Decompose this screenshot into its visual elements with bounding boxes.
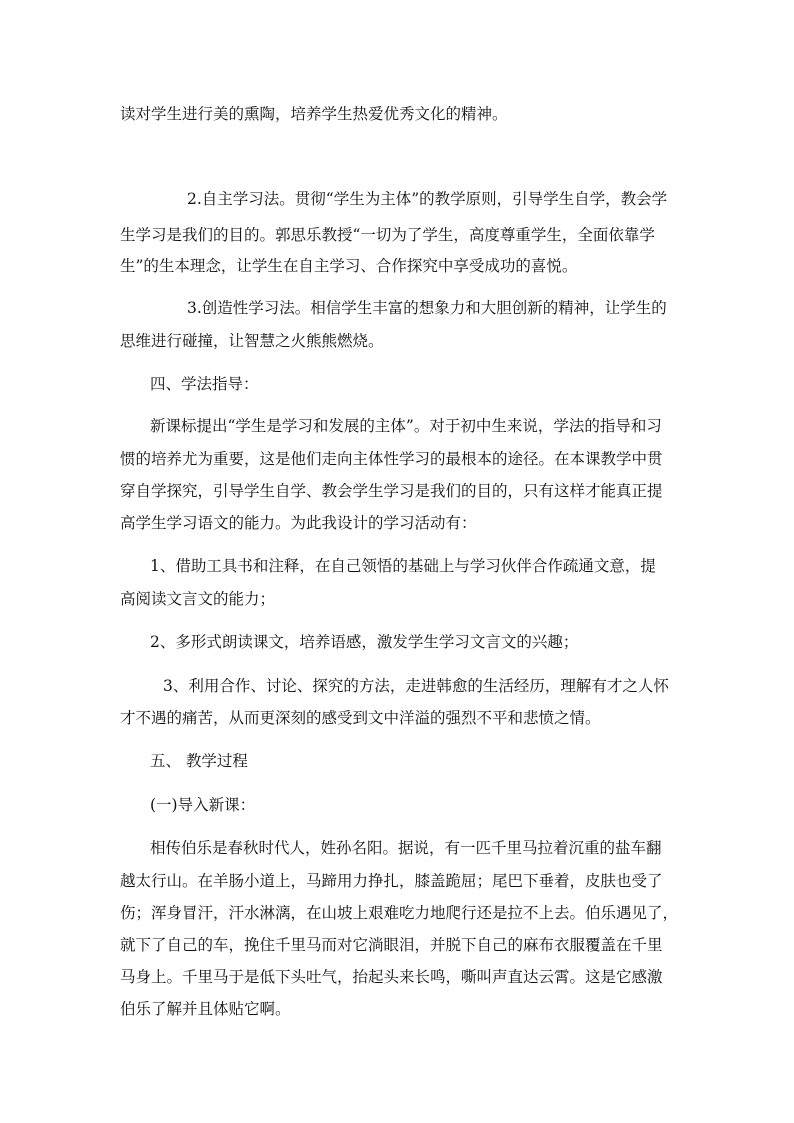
list-item-2: 2、多形式朗读课文，培养语感，激发学生学习文言文的兴趣； <box>150 633 579 651</box>
section-heading-4: 四、学法指导： <box>150 375 259 393</box>
list-item-1-line-2: 高阅读文言文的能力； <box>120 590 276 608</box>
list-item-3-line-2: 才不遇的痛苦，从而更深刻的感受到文中洋溢的强烈不平和悲愤之情。 <box>120 709 601 727</box>
paragraph-5-line-2: 越太行山。在羊肠小道上，马蹄用力挣扎，膝盖跪屈；尾巴下垂着，皮肤也受了 <box>120 872 663 890</box>
paragraph-5-line-5: 马身上。千里马于是低下头吐气，抬起头来长鸣，嘶叫声直达云霄。这是它感激 <box>120 968 663 986</box>
paragraph-2-line-3: 生”的生本理念，让学生在自主学习、合作探究中享受成功的喜悦。 <box>120 257 578 275</box>
text-line: 读对学生进行美的熏陶，培养学生热爱优秀文化的精神。 <box>120 105 508 123</box>
paragraph-2-line-2: 生学习是我们的目的。郭思乐教授“一切为了学生，高度尊重学生，全面依靠学 <box>120 226 655 244</box>
paragraph-5-line-3: 伤；浑身冒汗，汗水淋漓，在山坡上艰难吃力地爬行还是拉不上去。伯乐遇见了， <box>120 904 679 922</box>
paragraph-5-line-1: 相传伯乐是春秋时代人，姓孙名阳。据说，有一匹千里马拉着沉重的盐车翻 <box>150 839 662 857</box>
paragraph-4-line-4: 高学生学习语文的能力。为此我设计的学习活动有： <box>120 514 477 532</box>
paragraph-4-line-2: 惯的培养尤为重要，这是他们走向主体性学习的最根本的途径。在本课教学中贯 <box>120 450 663 468</box>
list-item-1-line-1: 1、借助工具书和注释，在自己领悟的基础上与学习伙伴合作疏通文意，提 <box>150 557 656 575</box>
paragraph-2-line-1: 2.自主学习法。贯彻“学生为主体”的教学原则，引导学生自学，教会学 <box>187 190 668 208</box>
section-heading-5: 五、 教学过程 <box>150 752 248 770</box>
list-item-3-line-1: 3、利用合作、讨论、探究的方法，走进韩愈的生活经历，理解有才之人怀 <box>163 677 669 695</box>
subsection-heading: (一)导入新课： <box>150 796 256 814</box>
paragraph-4-line-1: 新课标提出“学生是学习和发展的主体”。对于初中生来说，学法的指导和习 <box>150 417 662 435</box>
paragraph-3-line-2: 思维进行碰撞，让智慧之火熊熊燃烧。 <box>120 332 384 350</box>
paragraph-5-line-6: 伯乐了解并且体贴它啊。 <box>120 1000 291 1018</box>
paragraph-4-line-3: 穿自学探究，引导学生自学、教会学生学习是我们的目的，只有这样才能真正提 <box>120 482 663 500</box>
paragraph-5-line-4: 就下了自己的车，挽住千里马而对它淌眼泪，并脱下自己的麻布衣服覆盖在千里 <box>120 936 663 954</box>
paragraph-3-line-1: 3.创造性学习法。相信学生丰富的想象力和大胆创新的精神，让学生的 <box>187 299 667 317</box>
